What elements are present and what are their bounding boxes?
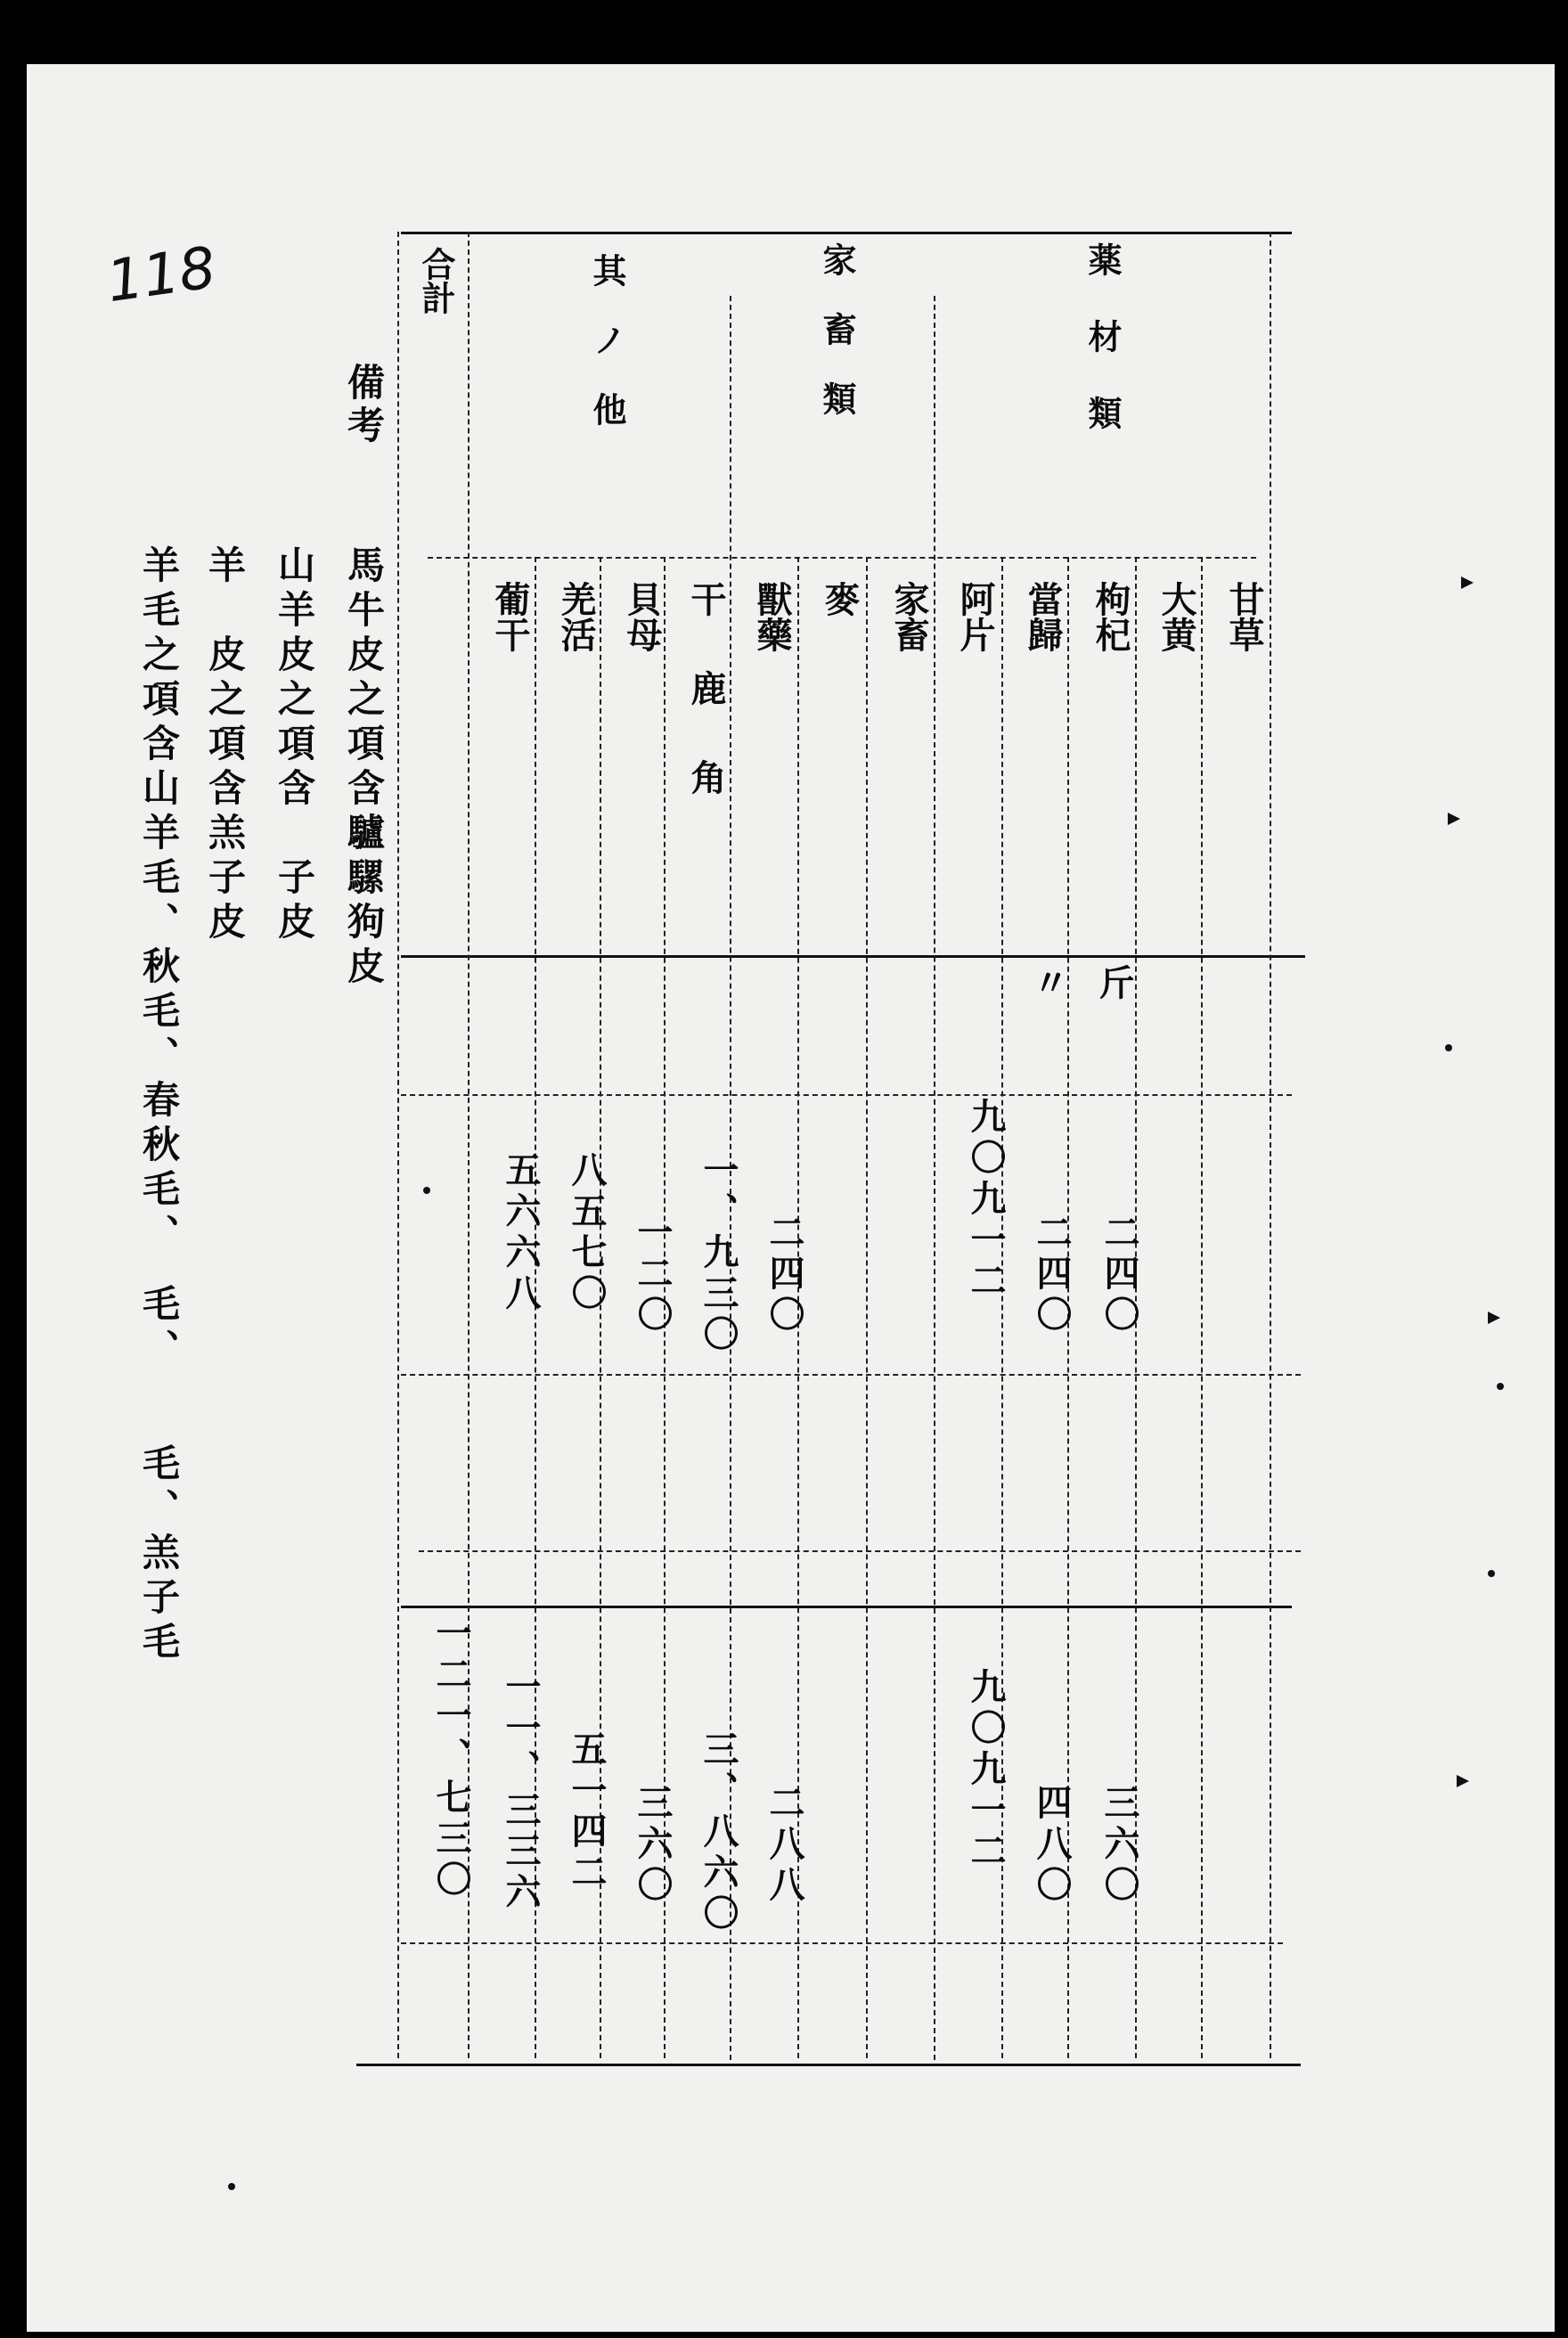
header-medicinal: 薬材類 (1082, 242, 1123, 472)
item-name: 麥 (819, 581, 861, 617)
item-name: 葡干 (489, 581, 531, 652)
scan-mark (1488, 1312, 1500, 1324)
item-name: 大黄 (1156, 581, 1197, 652)
quantity-cell: 三六〇 (1098, 1784, 1140, 1907)
item-unit: 〃 (1027, 964, 1069, 1000)
quantity-cell: 一二〇 (632, 1214, 674, 1337)
header-divider (428, 557, 1256, 559)
quantity-cell: 五一四二 (566, 1730, 608, 1894)
table-top-rule (401, 232, 1292, 234)
scan-speck (423, 1187, 430, 1194)
scan-speck (1445, 1044, 1452, 1051)
document-page (27, 64, 1555, 2332)
column-divider (397, 232, 399, 2058)
item-name: 羌活 (555, 581, 597, 652)
header-livestock: 家畜類 (817, 242, 857, 451)
column-divider (1201, 557, 1203, 2058)
row-divider (419, 1550, 1301, 1552)
quantity-cell: 二四〇 (1098, 1214, 1140, 1337)
scan-speck (228, 2183, 235, 2190)
row-divider (401, 1942, 1283, 1944)
header-total: 合計 (416, 247, 456, 315)
table-right-edge (1270, 232, 1271, 2058)
column-divider (866, 557, 868, 2058)
item-name: 干鹿角 (685, 581, 727, 848)
quantity-cell: 二四〇 (764, 1214, 805, 1337)
scan-mark (1457, 1775, 1469, 1787)
item-name: 當歸 (1022, 581, 1064, 652)
scan-speck (1497, 1383, 1504, 1390)
quantity-cell: 九〇九一二 (965, 1098, 1007, 1303)
remarks-line: 山羊皮之項含 子皮 (273, 545, 316, 946)
item-name: 阿片 (954, 581, 996, 652)
quantity-cell: 九〇九一二 (965, 1668, 1007, 1873)
item-name: 枸杞 (1090, 581, 1131, 652)
item-name: 甘草 (1223, 581, 1265, 652)
quantity-cell: 一一、三三六 (500, 1668, 542, 1914)
remarks-line: 羊 皮之項含羔子皮 (203, 545, 247, 946)
total-cell: 一二一、七三〇 (430, 1615, 472, 1901)
header-other: 其ノ他 (587, 253, 627, 462)
item-name: 家畜 (888, 581, 930, 652)
scan-speck (1488, 1570, 1495, 1577)
quantity-cell: 二四〇 (1031, 1214, 1073, 1337)
quantity-cell: 三六〇 (632, 1784, 674, 1907)
quantity-cell: 四八〇 (1031, 1784, 1073, 1907)
remarks-line: 馬牛皮之項含驢騾狗皮 (342, 545, 386, 991)
item-name-divider (401, 955, 1305, 958)
quantity-cell: 五六六八 (500, 1151, 542, 1315)
quantity-cell: 三、八六〇 (698, 1730, 739, 1935)
item-name: 獸藥 (751, 581, 793, 652)
item-name: 貝母 (621, 581, 663, 652)
column-divider (934, 296, 935, 2060)
page-number: 118 (102, 234, 220, 316)
item-unit: 斤 (1093, 964, 1135, 1000)
scan-mark (1461, 576, 1474, 589)
quantity-cell: 二八八 (764, 1784, 805, 1907)
scan-mark (1448, 813, 1460, 825)
remarks-line: 羊毛之項含山羊毛、秋毛、春秋毛、 毛、 毛、羔子毛 (137, 545, 181, 1666)
quantity-cell: 一、九三〇 (698, 1151, 739, 1356)
quantity-cell: 八五七〇 (566, 1151, 608, 1315)
remarks-label: 備考 (342, 363, 386, 448)
table-bottom-rule (356, 2064, 1301, 2066)
